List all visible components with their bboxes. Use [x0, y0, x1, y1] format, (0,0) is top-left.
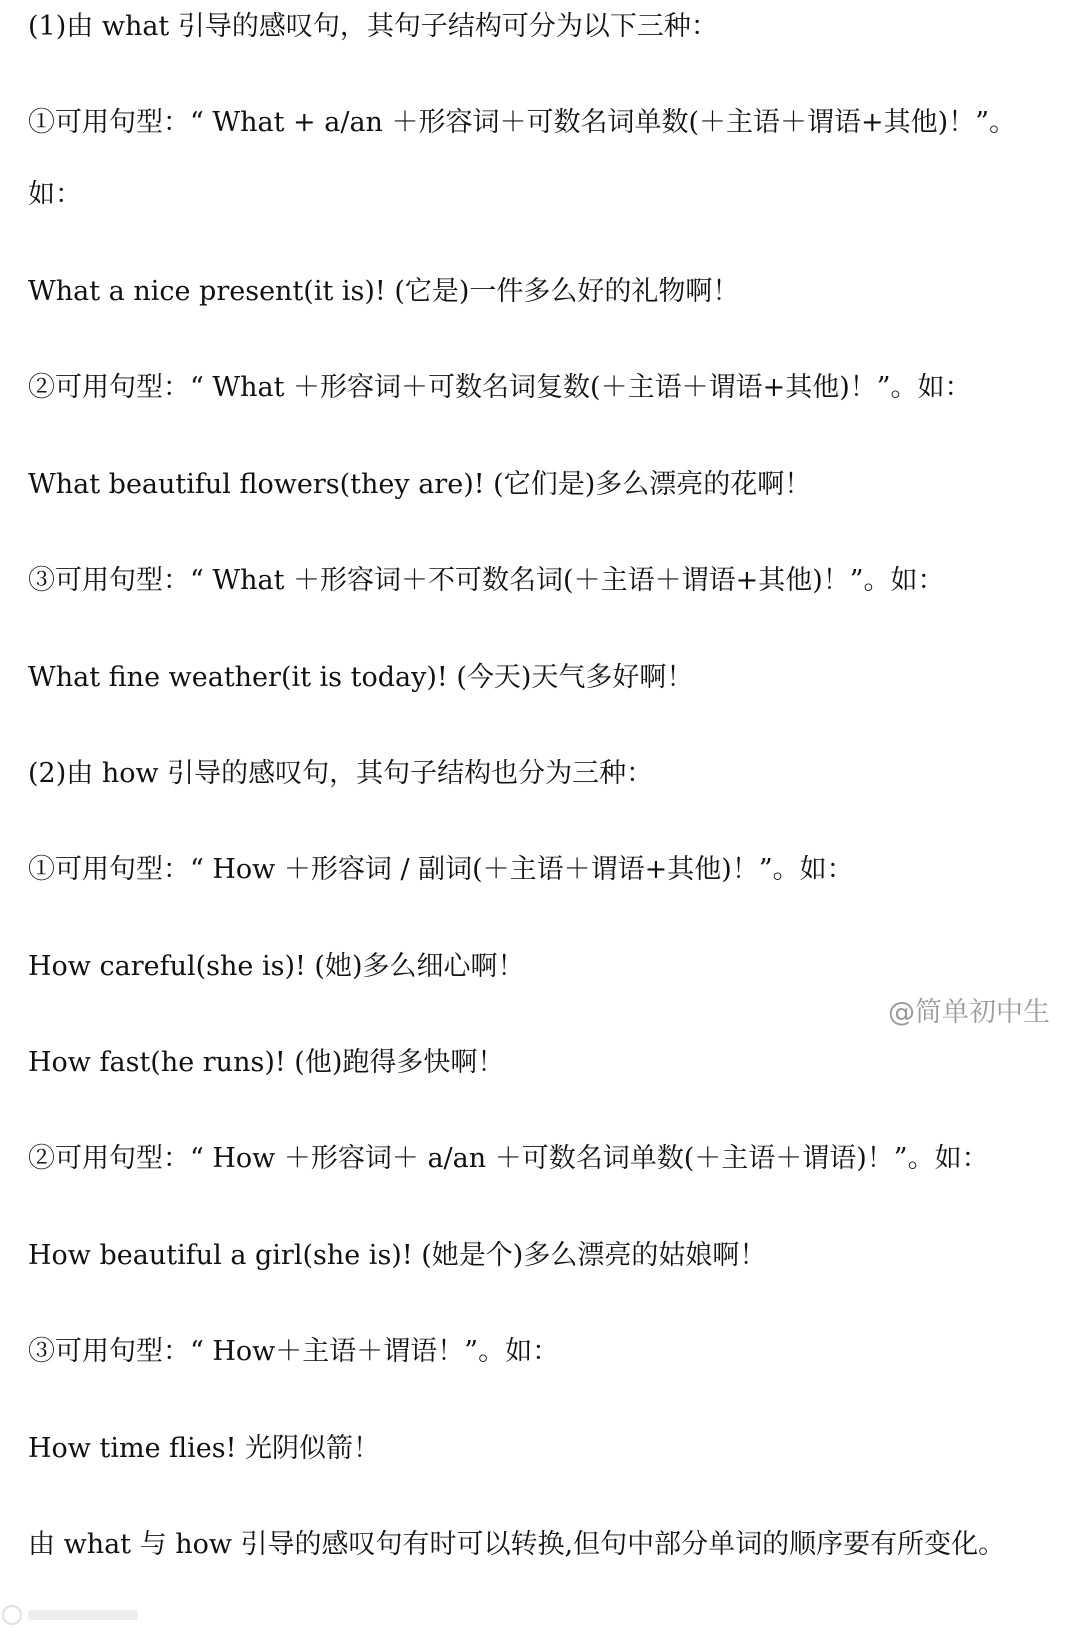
what-example-2: What beautiful flowers(they are)! (它们是)多么漂亮的花啊！ [28, 469, 812, 500]
what-pattern-2: ②可用句型：“ What ＋形容词＋可数名词复数(＋主语＋谓语+其他)！”。如： [28, 372, 972, 403]
what-pattern-1-example-label: 如： [28, 179, 82, 210]
conversion-note: 由 what 与 how 引导的感叹句有时可以转换,但句中部分单词的顺序要有所变化。 [28, 1529, 1006, 1560]
how-example-1a: How careful(she is)! (她)多么细心啊！ [28, 951, 525, 982]
watermark: @简单初中生 [888, 997, 1050, 1028]
how-example-3: How time flies! 光阴似箭！ [28, 1433, 381, 1464]
what-example-1: What a nice present(it is)! (它是)一件多么好的礼物啊！ [28, 276, 740, 307]
what-pattern-3: ③可用句型：“ What ＋形容词＋不可数名词(＋主语＋谓语+其他)！”。如： [28, 565, 945, 596]
how-pattern-1: ①可用句型：“ How ＋形容词 / 副词(＋主语＋谓语+其他)！”。如： [28, 854, 854, 885]
what-pattern-1: ①可用句型：“ What + a/an ＋形容词＋可数名词单数(＋主语＋谓语+其他)！”。 [28, 107, 1017, 138]
section-2-heading: (2)由 how 引导的感叹句，其句子结构也分为三种： [28, 758, 654, 789]
section-1-heading: (1)由 what 引导的感叹句，其句子结构可分为以下三种： [28, 11, 718, 42]
how-example-2: How beautiful a girl(she is)! (她是个)多么漂亮的姑娘啊！ [28, 1240, 767, 1271]
what-example-3: What fine weather(it is today)! (今天)天气多好啊！ [28, 662, 694, 693]
how-pattern-3: ③可用句型：“ How＋主语＋谓语！”。如： [28, 1336, 560, 1367]
corner-logo-icon [0, 1602, 150, 1628]
how-pattern-2: ②可用句型：“ How ＋形容词＋ a/an ＋可数名词单数(＋主语＋谓语)！”。如： [28, 1143, 989, 1174]
how-example-1b: How fast(he runs)! (他)跑得多快啊！ [28, 1047, 505, 1078]
